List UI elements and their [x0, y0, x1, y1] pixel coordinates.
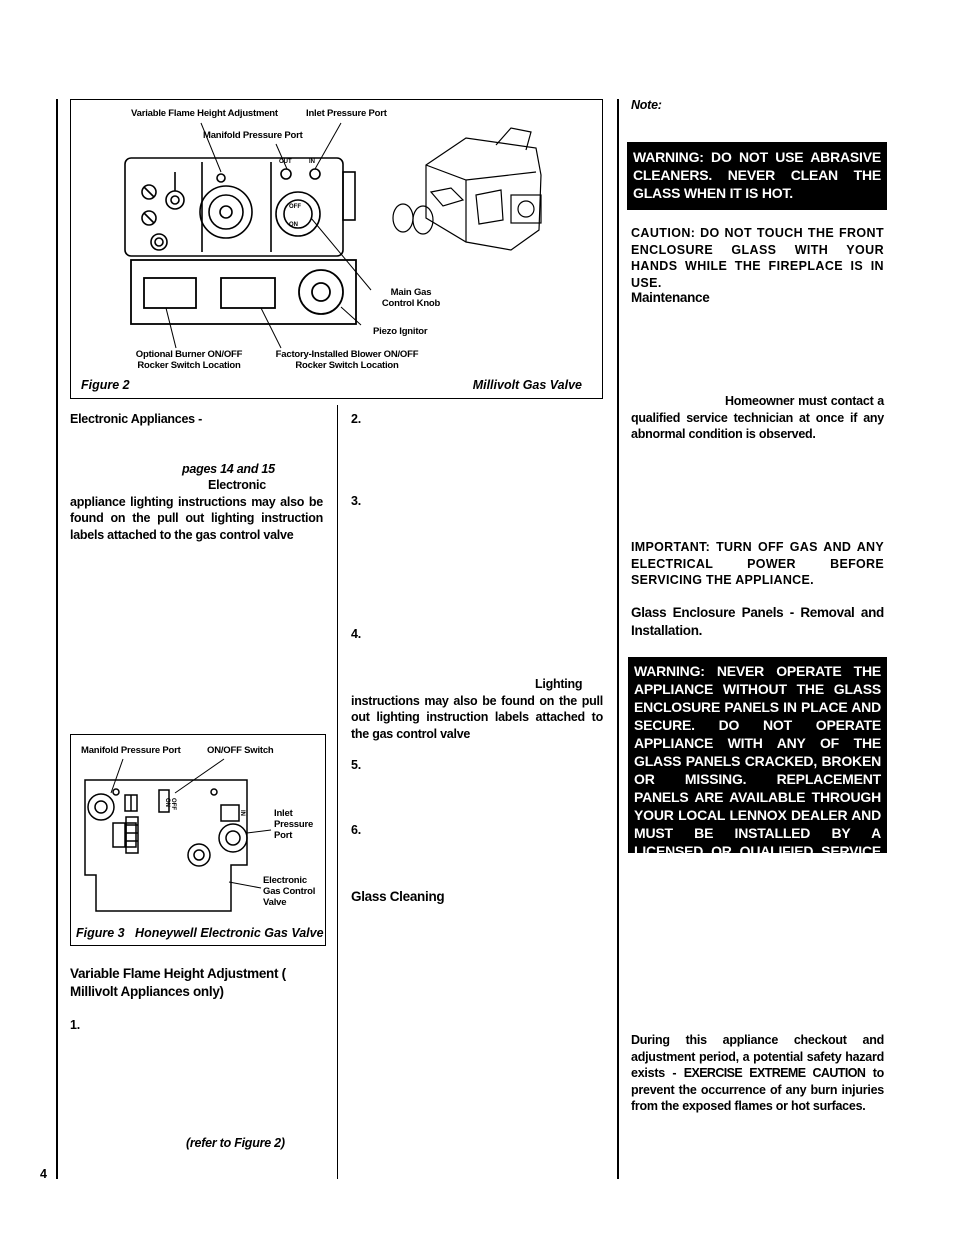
checkout-caution-text: During this appliance checkout and adjustment period, a potential safety hazard exists - EXERCISE EXTREME CAUTION to prevent the occurrence of any burn injuries from the exposed flames or hot surfaces. [631, 1033, 884, 1114]
label-inlet-pressure: Inlet Pressure Port [306, 108, 387, 119]
fig3-label-inlet: Inlet Pressure Port [274, 808, 314, 841]
switch-on-mark: ON [164, 798, 170, 807]
valve-in-mark-fig3: IN [239, 810, 245, 816]
valve-off-mark: OFF [289, 204, 301, 210]
warning-glass-panels: WARNING: NEVER OPERATE THE APPLIANCE WITHOUT THE GLASS ENCLOSURE PANELS IN PLACE AND SECURE. DO NOT OPERATE APPLIANCE WITH ANY OF THE GLASS PANELS CRACKED, BROKEN OR MISSING. REPLACEMENT PANELS ARE AVAILABLE THROUGH YOUR LOCAL LENNOX DEALER AND MUST BE INSTALLED BY A LICENSED OR QUALIFIED SERVICE TECHNICIAN. [628, 657, 887, 853]
glass-cleaning-heading: Glass Cleaning [351, 889, 445, 904]
label-optional-burner: Optional Burner ON/OFF Rocker Switch Location [135, 349, 243, 371]
left-margin-rule [56, 99, 58, 1179]
figure-2-caption: Figure 2 [81, 378, 130, 392]
electronic-appliances-heading: Electronic Appliances - [70, 412, 203, 426]
switch-off-mark: OFF [170, 798, 176, 810]
label-piezo-ignitor: Piezo Ignitor [373, 326, 428, 337]
variable-flame-heading: Variable Flame Height Adjustment ( Millivolt Appliances only) [70, 966, 286, 999]
pages-reference: pages 14 and 15 [182, 462, 275, 476]
label-manifold-pressure: Manifold Pressure Port [203, 130, 303, 141]
note-label: Note: [631, 98, 662, 112]
important-turn-off: IMPORTANT: TURN OFF GAS AND ANY ELECTRICAL POWER BEFORE SERVICING THE APPLIANCE. [631, 540, 884, 588]
label-main-gas-knob: Main Gas Control Knob [381, 287, 441, 309]
step-1-number: 1. [70, 1018, 80, 1032]
valve-in-mark: IN [309, 159, 315, 165]
valve-on-mark: ON [289, 222, 298, 228]
refer-figure-2: (refer to Figure 2) [186, 1136, 285, 1150]
fig3-label-valve: Electronic Gas Control Valve [263, 875, 316, 908]
step-4-number: 4. [351, 627, 361, 641]
fig3-label-switch: ON/OFF Switch [207, 745, 274, 756]
warning-abrasive-cleaners: WARNING: DO NOT USE ABRASIVE CLEANERS. NEVER CLEAN THE GLASS WHEN IT IS HOT. [627, 142, 887, 210]
right-column-rule [617, 99, 619, 1179]
label-factory-blower: Factory-Installed Blower ON/OFF Rocker Switch Location [275, 349, 419, 371]
fig3-label-manifold: Manifold Pressure Port [81, 745, 181, 756]
step-2-number: 2. [351, 412, 361, 426]
homeowner-text: Homeowner must contact a qualified service technician at once if any abnormal condition is observed. [631, 394, 884, 442]
figure-3-box [70, 734, 326, 946]
glass-panels-heading: Glass Enclosure Panels - Removal and Installation. [631, 605, 884, 638]
step-5-number: 5. [351, 758, 361, 772]
step-6-number: 6. [351, 823, 361, 837]
step-4-lighting-text: Lighting instructions may also be found on the pull out lighting instruction labels attached to the gas control valve [351, 677, 603, 741]
caution-glass: CAUTION: DO NOT TOUCH THE FRONT ENCLOSURE GLASS WITH YOUR HANDS WHILE THE FIREPLACE IS IN USE. [631, 226, 884, 290]
figure-2-title: Millivolt Gas Valve [472, 378, 582, 392]
label-variable-flame: Variable Flame Height Adjustment [131, 108, 278, 119]
page-number: 4 [40, 1167, 47, 1181]
electronic-lighting-text: Electronic appliance lighting instructions may also be found on the pull out lighting instruction labels attached to the gas control valve [70, 478, 323, 542]
figure-3-caption: Figure 3 Honeywell Electronic Gas Valve [76, 926, 324, 940]
middle-column-rule [337, 405, 338, 1179]
valve-out-mark: OUT [279, 159, 292, 165]
maintenance-heading: Maintenance [631, 290, 710, 305]
figure-2-box [70, 99, 603, 399]
step-3-number: 3. [351, 494, 361, 508]
